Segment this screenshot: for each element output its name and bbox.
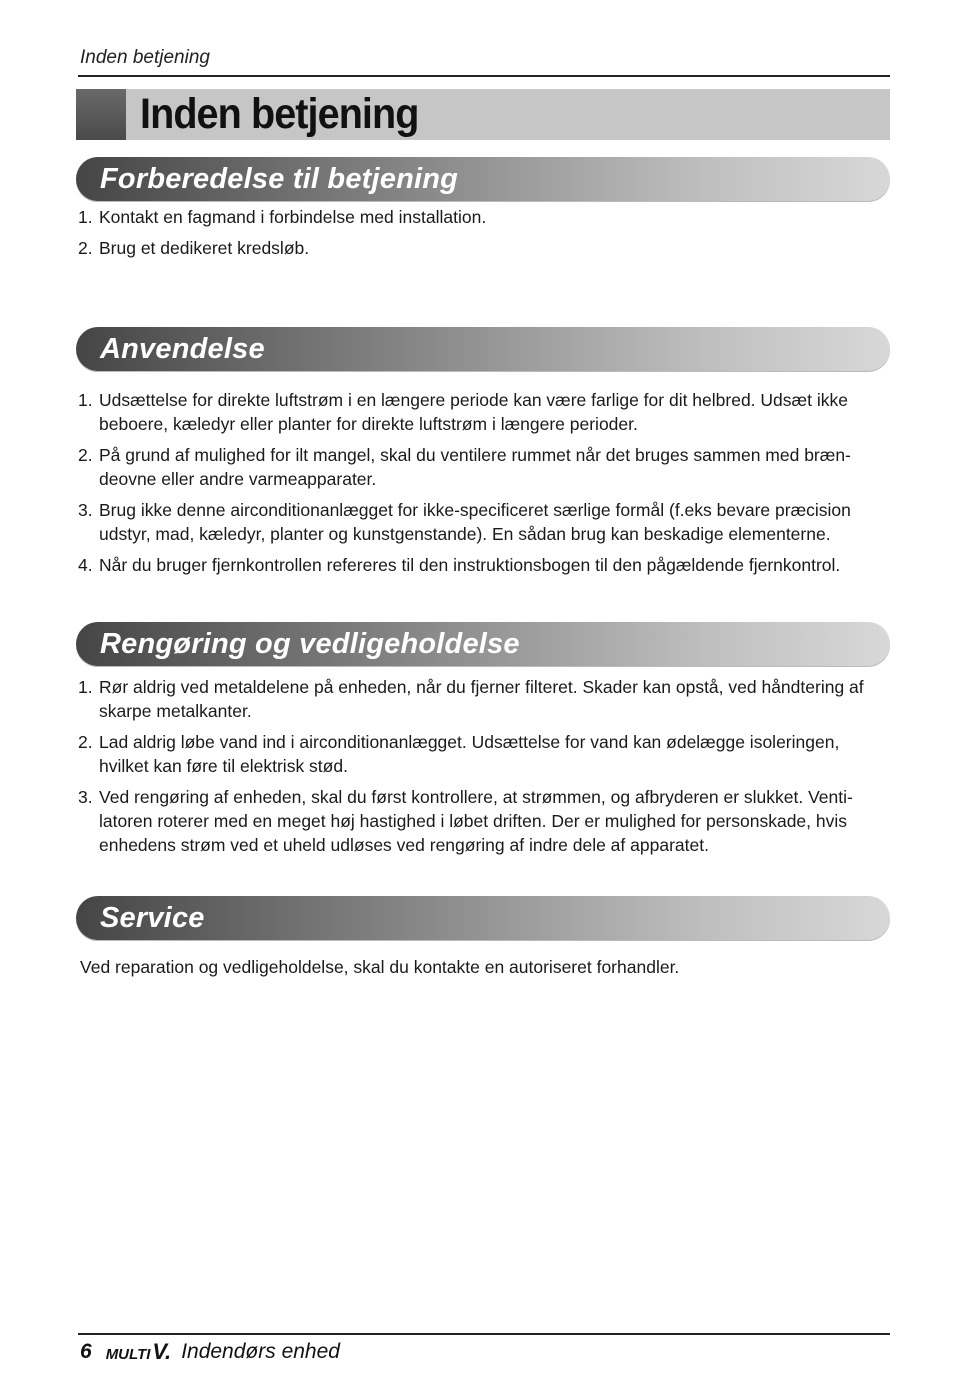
anvendelse-list: [78, 388, 888, 584]
rengoring-list: [78, 675, 888, 864]
item-text: På grund af mulighed for ilt mangel, skal du ventilere rummet når det bruges sammen med bræn-deovne eller andre varmeapparater.: [99, 445, 851, 489]
section-heading-forberedelse: [76, 157, 890, 202]
running-header: Inden betjening: [80, 47, 210, 68]
item-text: Ved rengøring af enheden, skal du først kontrollere, at strømmen, og afbryderen er slukket. Venti-latoren roterer med en meget høj hastighed i løbet driften. Der er mulighed for personskade, hvis enhedens strøm ved et uheld udløses ved rengøring af indre dele af apparatet.: [99, 787, 853, 855]
brand-logo-text: MULTI: [105, 1346, 151, 1363]
list-item: [78, 553, 888, 577]
forberedelse-list: [78, 205, 888, 267]
section-heading-anvendelse: [76, 327, 890, 372]
page-number: 6: [80, 1340, 92, 1363]
list-item: [78, 388, 888, 436]
section-heading-service: [76, 896, 890, 941]
item-number: 1.: [78, 207, 93, 227]
list-item: [78, 498, 888, 546]
item-number: 2.: [78, 732, 93, 752]
item-number: 3.: [78, 500, 93, 520]
list-item: [78, 675, 888, 723]
list-item: [78, 205, 888, 229]
item-text: Rør aldrig ved metaldelene på enheden, når du fjerner filteret. Skader kan opstå, ved håndtering af skarpe metalkanter.: [99, 677, 864, 721]
section-title: Forberedelse til betjening: [100, 163, 459, 195]
item-text: Når du bruger fjernkontrollen refereres til den instruktionsbogen til den pågældende fjernkontrol.: [99, 555, 841, 575]
header-rule: [78, 75, 890, 77]
brand-logo-v: V.: [152, 1339, 172, 1364]
item-number: 1.: [78, 677, 93, 697]
footer-rule: [78, 1333, 890, 1335]
list-item: [78, 730, 888, 778]
item-text: Brug ikke denne airconditionanlægget for ikke-specificeret særlige formål (f.eks bevare præcision udstyr, mad, kæledyr, planter og kunstgenstande). En sådan brug kan beskadige elementerne.: [99, 500, 851, 544]
title-accent-block: [76, 89, 126, 140]
page-title: Inden betjening: [140, 90, 419, 138]
item-text: Brug et dedikeret kredsløb.: [99, 238, 310, 258]
item-text: Lad aldrig løbe vand ind i airconditionanlægget. Udsættelse for vand kan ødelægge isoleringen, hvilket kan føre til elektrisk stød.: [99, 732, 840, 776]
footer: [80, 1339, 340, 1365]
item-text: Kontakt en fagmand i forbindelse med installation.: [99, 207, 487, 227]
item-text: Udsættelse for direkte luftstrøm i en længere periode kan være farlige for dit helbred. Udsæt ikke beboere, kæledyr eller planter for direkte luftstrøm i længere perioder.: [99, 390, 848, 434]
brand-logo: [106, 1339, 172, 1365]
item-number: 4.: [78, 555, 93, 575]
list-item: [78, 785, 888, 857]
item-number: 2.: [78, 445, 93, 465]
item-number: 2.: [78, 238, 93, 258]
item-number: 3.: [78, 787, 93, 807]
section-heading-rengoring: [76, 622, 890, 667]
item-number: 1.: [78, 390, 93, 410]
section-title: Service: [100, 902, 205, 934]
page-title-bar: [76, 89, 890, 140]
section-title: Anvendelse: [100, 333, 265, 365]
section-title: Rengøring og vedligeholdelse: [100, 628, 520, 660]
service-text: Ved reparation og vedligeholdelse, skal du kontakte en autoriseret forhandler.: [80, 957, 680, 977]
doc-label: Indendørs enhed: [181, 1340, 340, 1363]
list-item: [78, 236, 888, 260]
list-item: [78, 443, 888, 491]
